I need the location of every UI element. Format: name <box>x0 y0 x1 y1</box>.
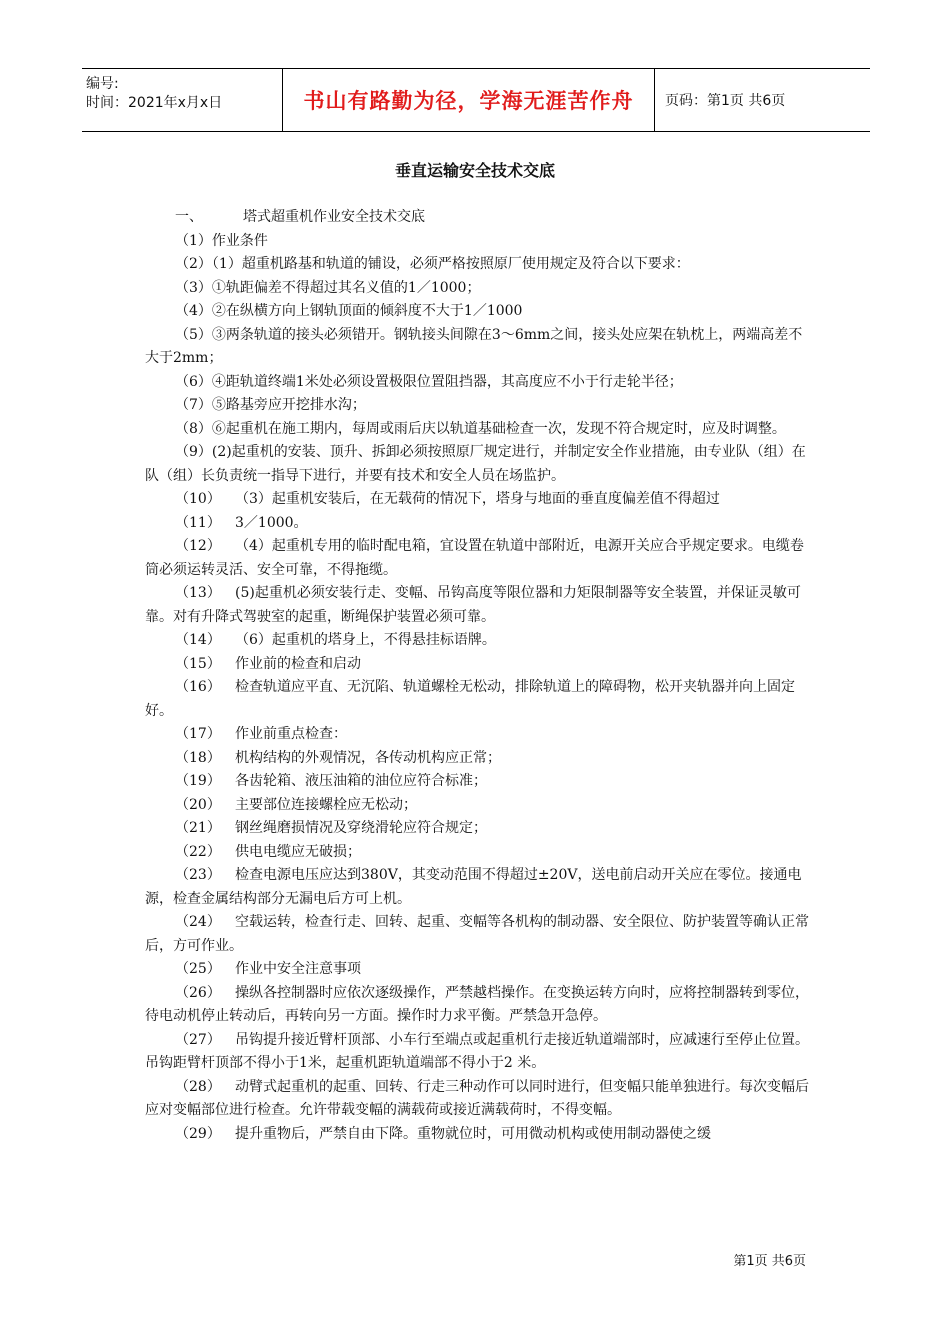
paragraph <box>145 629 813 653</box>
paragraph-text: 检查轨道应平直、无沉陷、轨道螺栓无松动，排除轨道上的障碍物，松开夹轨器并向上固定好。 <box>145 679 795 719</box>
paragraph <box>145 1076 813 1123</box>
paragraph-text: （6）起重机的塔身上，不得悬挂标语牌。 <box>235 632 496 648</box>
paragraph-number: （15） <box>175 655 221 672</box>
header-page-info: 页码：第1页 共6页 <box>665 93 786 109</box>
paragraph-text: （4）②在纵横方向上钢轨顶面的倾斜度不大于1／1000 <box>175 303 523 319</box>
paragraph-text: 主要部位连接螺栓应无松动； <box>235 796 417 813</box>
paragraph-text: （4）起重机专用的临时配电箱，宜设置在轨道中部附近，电源开关应合乎规定要求。电缆卷筒必须运转灵活、安全可靠，不得拖缆。 <box>145 538 804 578</box>
paragraph <box>145 418 813 442</box>
paragraph <box>145 911 813 958</box>
paragraph-number: （20） <box>175 796 221 813</box>
document-date: 时间：2021年x月x日 <box>86 95 223 111</box>
paragraph-number: （23） <box>175 867 221 883</box>
document-number-label: 编号: <box>86 76 119 92</box>
paragraph-number: （22） <box>175 843 221 860</box>
paragraph <box>145 723 813 747</box>
paragraph <box>145 582 813 629</box>
paragraph <box>145 371 813 395</box>
paragraph-text: （1）作业条件 <box>175 232 268 249</box>
paragraph <box>145 982 813 1029</box>
paragraph-number: （26） <box>175 984 221 1001</box>
paragraph <box>145 300 813 324</box>
paragraph <box>145 841 813 865</box>
paragraph <box>145 441 813 488</box>
paragraph <box>145 230 813 254</box>
paragraph-number: （27） <box>175 1031 221 1048</box>
paragraph-text: 操纵各控制器时应依次逐级操作，严禁越档操作。在变换运转方向时，应将控制器转到零位，待电动机停止转动后，再转向另一方面。操作时力求平衡。严禁急开急停。 <box>145 984 809 1024</box>
paragraph <box>145 512 813 536</box>
page-header <box>82 68 870 132</box>
paragraph <box>145 794 813 818</box>
paragraph <box>145 653 813 677</box>
paragraph <box>145 324 813 371</box>
paragraph-text: 动臂式起重机的起重、回转、行走三种动作可以同时进行，但变幅只能单独进行。每次变幅后应对变幅部位进行检查。允许带载变幅的满载荷或接近满载荷时，不得变幅。 <box>145 1078 809 1118</box>
paragraph-number: （13） <box>175 585 221 601</box>
paragraph-text: 空载运转，检查行走、回转、起重、变幅等各机构的制动器、安全限位、防护装置等确认正常后，方可作业。 <box>145 914 809 954</box>
paragraph-text: （9）(2)起重机的安装、顶升、拆卸必须按照原厂规定进行，并制定安全作业措施，由专业队（组）在队（组）长负责统一指导下进行，并要有技术和安全人员在场监护。 <box>145 444 806 484</box>
paragraph <box>145 676 813 723</box>
paragraph-number: （21） <box>175 820 221 836</box>
paragraph <box>145 277 813 301</box>
paragraph <box>145 1123 813 1147</box>
paragraph-number: （16） <box>175 679 221 695</box>
paragraph-text: 作业中安全注意事项 <box>235 961 361 977</box>
paragraph-number: （11） <box>175 514 221 531</box>
paragraph-text: 作业前重点检查： <box>235 726 347 742</box>
paragraph-number: （14） <box>175 632 221 648</box>
paragraph-text: （8）⑥起重机在施工期内，每周或雨后庆以轨道基础检查一次，发现不符合规定时，应及时调整。 <box>175 420 786 437</box>
paragraph-text: （3）①轨距偏差不得超过其名义值的1／1000； <box>175 279 481 296</box>
document-body <box>145 206 813 1146</box>
paragraph <box>145 394 813 418</box>
document-title: 垂直运输安全技术交底 <box>394 161 555 180</box>
paragraph-text: 机构结构的外观情况，各传动机构应正常； <box>235 749 501 766</box>
paragraph-text: （7）⑤路基旁应开挖排水沟； <box>175 397 366 413</box>
paragraph-number: 一、 <box>175 209 203 225</box>
paragraph-text: 塔式超重机作业安全技术交底 <box>243 209 425 225</box>
paragraph <box>145 864 813 911</box>
paragraph-number: （19） <box>175 773 221 789</box>
paragraph <box>145 1029 813 1076</box>
paragraph-number: （18） <box>175 749 221 766</box>
paragraph <box>145 488 813 512</box>
header-motto: 书山有路勤为径，学海无涯苦作舟 <box>282 69 655 131</box>
paragraph-text: 吊钩提升接近臂杆顶部、小车行至端点或起重机行走接近轨道端部时，应减速行至停止位置。吊钩距臂杆顶部不得小于1米，起重机距轨道端部不得小于2 米。 <box>145 1031 809 1071</box>
paragraph-text: （6）④距轨道终端1米处必须设置极限位置阻挡器，其高度应不小于行走轮半径； <box>175 373 683 390</box>
paragraph <box>145 817 813 841</box>
paragraph-text: 作业前的检查和启动 <box>235 655 361 672</box>
paragraph-number: （25） <box>175 961 221 977</box>
paragraph-text: (5)起重机必须安装行走、变幅、吊钩高度等限位器和力矩限制器等安全装置，并保证灵敏可靠。对有升降式驾驶室的起重，断绳保护装置必须可靠。 <box>145 585 801 625</box>
paragraph-number: （24） <box>175 914 221 930</box>
paragraph-number: （29） <box>175 1125 221 1142</box>
paragraph <box>145 253 813 277</box>
paragraph-number: （28） <box>175 1078 221 1095</box>
paragraph-number: （17） <box>175 726 221 742</box>
paragraph-text: 提升重物后，严禁自由下降。重物就位时，可用微动机构或使用制动器使之缓 <box>235 1125 711 1142</box>
paragraph <box>145 770 813 794</box>
paragraph-text: （3）起重机安装后，在无载荷的情况下，塔身与地面的垂直度偏差值不得超过 <box>235 491 720 507</box>
paragraph-number: （10） <box>175 491 221 507</box>
paragraph-text: 供电电缆应无破损； <box>235 843 361 860</box>
paragraph <box>145 958 813 982</box>
paragraph-text: 钢丝绳磨损情况及穿绕滑轮应符合规定； <box>235 820 487 836</box>
paragraph <box>145 206 813 230</box>
paragraph-text: （5）③两条轨道的接头必须错开。钢轨接头间隙在3～6mm之间，接头处应架在轨枕上，两端高差不大于2mm； <box>145 326 803 366</box>
paragraph-text: （2）（1）超重机路基和轨道的铺设，必须严格按照原厂使用规定及符合以下要求： <box>175 256 690 272</box>
paragraph-text: 3／1000。 <box>235 514 308 531</box>
paragraph <box>145 747 813 771</box>
paragraph <box>145 535 813 582</box>
header-left <box>82 69 282 131</box>
paragraph-number: （12） <box>175 538 221 554</box>
paragraph-text: 检查电源电压应达到380V，其变动范围不得超过±20V，送电前启动开关应在零位。接通电源，检查金属结构部分无漏电后方可上机。 <box>145 867 802 907</box>
paragraph-text: 各齿轮箱、液压油箱的油位应符合标准； <box>235 773 487 789</box>
page-footer: 第1页 共6页 <box>733 1254 806 1269</box>
